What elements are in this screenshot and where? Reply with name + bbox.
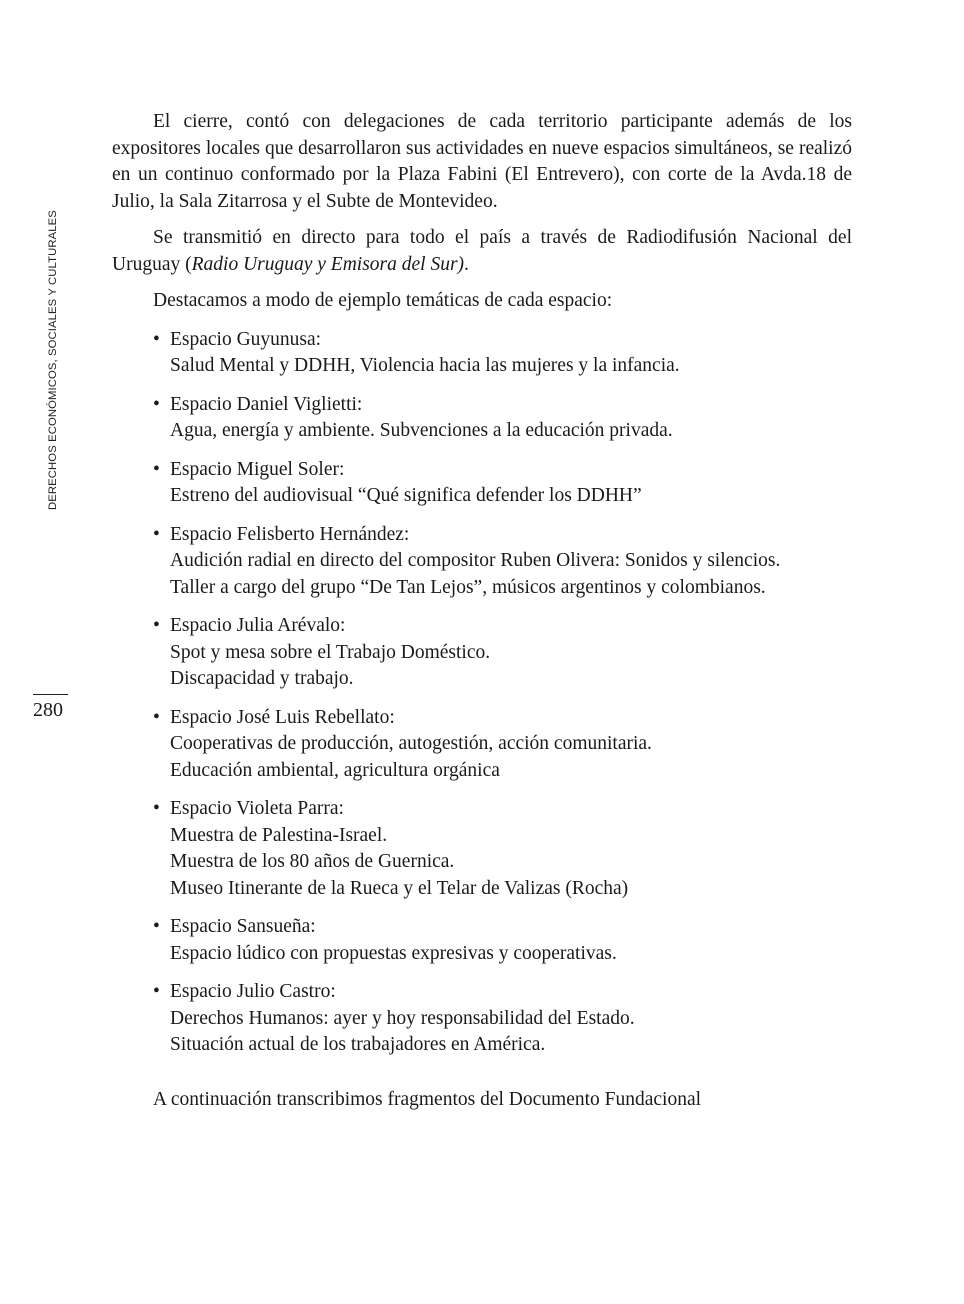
list-item [153,796,852,902]
paragraph-closing: A continuación transcribimos fragmentos del Documento Fundacional [153,1088,702,1110]
bullet-icon: • [153,328,160,350]
paragraph-broadcast [112,225,852,278]
space-topic: Taller a cargo del grupo “De Tan Lejos”, músicos argentinos y colombianos. [170,576,766,598]
list-item [153,457,852,510]
space-name: Espacio Julia Arévalo: [170,615,346,636]
space-topic: Muestra de Palestina-Israel. [170,824,388,846]
space-topic: Salud Mental y DDHH, Violencia hacia las mujeres y la infancia. [170,355,680,376]
space-topic: Spot y mesa sobre el Trabajo Doméstico. [170,641,491,663]
page-number-rule [33,694,68,695]
bullet-icon: • [153,458,160,480]
bullet-icon: • [153,615,160,636]
space-name: Espacio Guyunusa: [170,328,322,350]
space-topic: Espacio lúdico con propuestas expresivas y cooperativas. [170,942,617,964]
list-item [153,914,852,967]
list-item [153,613,852,693]
bullet-icon: • [153,393,160,415]
space-name: Espacio Julio Castro: [170,981,336,1002]
paragraph-closing-event: El cierre, contó con delegaciones de cada territorio participante además de los expositores locales que desarrollaron sus actividades en nueve espacios simultáneos, se realizó en un continuo conformado por la Plaza Fabini (El Entrevero), con corte de la Avda.18 de Julio, la Sala Zitarrosa y el Subte de Montevideo. [112,111,852,212]
broadcast-stations: Radio Uruguay y Emisora del Sur) [191,253,465,275]
space-name: Espacio José Luis Rebellato: [170,706,395,728]
space-topic: Cooperativas de producción, autogestión, acción comunitaria. [170,733,652,754]
bullet-icon: • [153,981,160,1002]
space-topic: Muestra de los 80 años de Guernica. [170,851,455,872]
body-text [112,109,852,1113]
space-topic: Derechos Humanos: ayer y hoy responsabilidad del Estado. [170,1007,635,1029]
space-name: Espacio Felisberto Hernández: [170,523,410,545]
space-topic: Educación ambiental, agricultura orgánica [170,759,500,781]
space-topic: Audición radial en directo del compositor Ruben Olivera: Sonidos y silencios. [170,550,781,571]
space-topic: Museo Itinerante de la Rueca y el Telar de Valizas (Rocha) [170,877,629,899]
broadcast-text: Se transmitió en directo para todo el país a través de Radiodifusión Nacional del Uruguay ( [112,227,852,275]
broadcast-text-end: . [464,253,469,275]
list-item [153,327,852,380]
list-item [153,392,852,445]
paragraph-intro-list: Destacamos a modo de ejemplo temáticas de cada espacio: [153,290,613,311]
space-topic: Agua, energía y ambiente. Subvenciones a la educación privada. [170,420,673,441]
space-name: Espacio Sansueña: [170,916,316,937]
bullet-icon: • [153,916,160,937]
space-name: Espacio Violeta Parra: [170,798,344,819]
bullet-icon: • [153,523,160,545]
page-number: 280 [33,699,63,721]
space-name: Espacio Daniel Viglietti: [170,393,363,415]
list-item [153,979,852,1059]
running-head: DERECHOS ECONÓMICOS, SOCIALES Y CULTURALES [47,210,59,510]
bullet-icon: • [153,706,160,728]
space-topic: Estreno del audiovisual “Qué significa defender los DDHH” [170,485,642,506]
bullet-icon: • [153,798,160,819]
list-item [153,522,852,602]
space-topic: Discapacidad y trabajo. [170,668,354,689]
space-topic: Situación actual de los trabajadores en América. [170,1034,546,1055]
space-name: Espacio Miguel Soler: [170,458,345,480]
spaces-list [112,327,852,1059]
list-item [153,705,852,785]
